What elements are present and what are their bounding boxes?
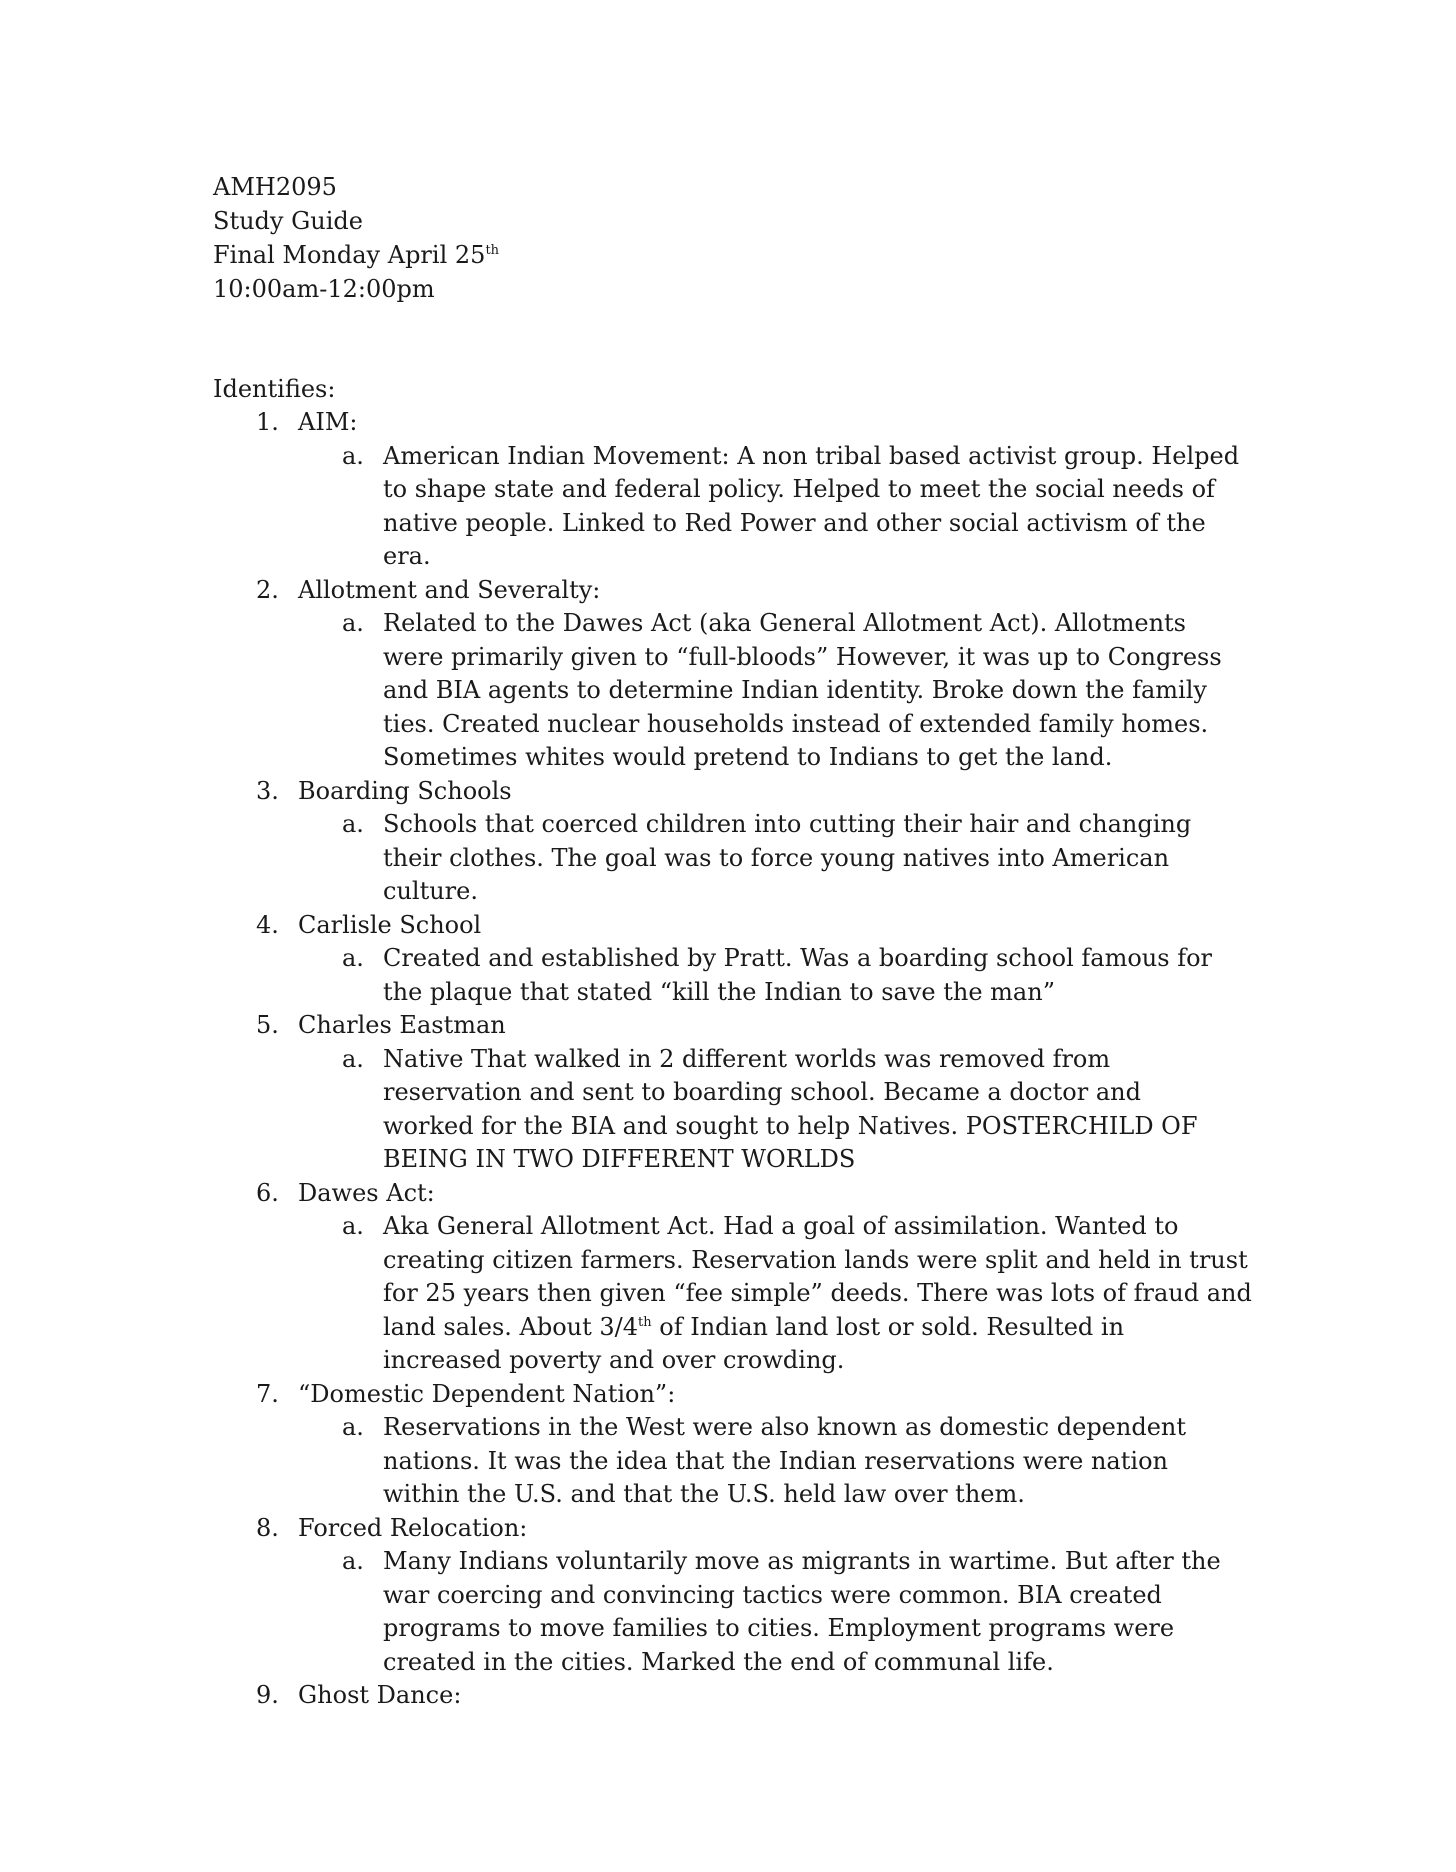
list-item-heading [0, 909, 1456, 943]
sub-item-line: ties. Created nuclear households instead of extended family homes. [383, 709, 1209, 738]
list-item-number: 3. [256, 776, 279, 805]
list-item-heading [0, 1679, 1456, 1713]
sub-item-line: programs to move families to cities. Employment programs were [383, 1614, 1175, 1642]
list-item-number: 1. [256, 408, 279, 436]
list-item-heading [0, 1177, 1456, 1211]
sub-item-line: nations. It was the idea that the Indian reservations were nation [383, 1446, 1168, 1475]
sub-item-letter: a. [342, 441, 364, 470]
sub-item [0, 808, 1456, 909]
sub-item-line: Created and established by Pratt. Was a boarding school famous for [383, 944, 1213, 972]
sub-item [0, 1210, 1456, 1378]
sub-item-line: to shape state and federal policy. Helped to meet the social needs of [383, 475, 1215, 503]
list-item-heading [0, 775, 1456, 809]
list-item [0, 1177, 1456, 1378]
exam-date [213, 238, 499, 272]
list-item-heading [0, 1512, 1456, 1546]
identifies-list [0, 406, 1456, 1713]
list-item-heading [0, 1378, 1456, 1412]
list-item-heading [0, 406, 1456, 440]
sub-item-letter: a. [342, 1413, 364, 1441]
sub-item-text [383, 1043, 1243, 1177]
sub-item-line: increased poverty and over crowding. [383, 1346, 845, 1374]
sub-item-letter: a. [342, 944, 364, 972]
sub-item-line: Schools that coerced children into cutting their hair and changing [383, 810, 1192, 838]
list-item [0, 574, 1456, 775]
sub-item-line: for 25 years then given “fee simple” deeds. There was lots of fraud and [383, 1279, 1252, 1307]
sub-item-line: war coercing and convincing tactics were common. BIA created [383, 1580, 1162, 1609]
section-heading: Identifies: [213, 375, 336, 403]
sub-item-text [383, 1545, 1243, 1679]
sub-item-letter: a. [342, 609, 364, 637]
list-item-heading [0, 1009, 1456, 1043]
sub-item-line: and BIA agents to determine Indian identity. Broke down the family [383, 676, 1207, 704]
list-item [0, 1679, 1456, 1713]
list-item-number: 7. [256, 1379, 279, 1408]
sub-item-line: BEING IN TWO DIFFERENT WORLDS [383, 1145, 856, 1173]
list-item-number: 4. [256, 910, 279, 939]
list-item-number: 2. [256, 575, 279, 604]
list-item-title: Boarding Schools [298, 776, 512, 805]
list-item-title: Charles Eastman [298, 1011, 506, 1039]
sub-item-letter: a. [342, 810, 364, 838]
list-item [0, 1009, 1456, 1177]
sub-item-letter: a. [342, 1547, 364, 1575]
list-item [0, 775, 1456, 909]
ordinal-suffix: th [638, 1314, 652, 1330]
list-item-title: Forced Relocation: [298, 1513, 528, 1542]
list-item-title: Dawes Act: [298, 1178, 435, 1207]
list-item-title: AIM: [298, 408, 358, 436]
exam-time: 10:00am-12:00pm [213, 275, 435, 303]
list-item [0, 909, 1456, 1010]
list-item [0, 406, 1456, 574]
sub-item-line: Related to the Dawes Act (aka General Allotment Act). Allotments [383, 609, 1186, 637]
sub-item-line: Sometimes whites would pretend to Indians to get the land. [383, 743, 1113, 771]
list-item-number: 8. [256, 1513, 279, 1542]
list-item [0, 1512, 1456, 1680]
sub-item-letter: a. [342, 1212, 364, 1240]
sub-item [0, 1043, 1456, 1177]
sub-item-line: worked for the BIA and sought to help Natives. POSTERCHILD OF [383, 1111, 1198, 1140]
sub-item-line: the plaque that stated “kill the Indian to save the man” [383, 977, 1055, 1006]
sub-item-line: culture. [383, 877, 478, 905]
list-item-heading [0, 574, 1456, 608]
sub-item [0, 942, 1456, 1009]
sub-item-line: native people. Linked to Red Power and other social activism of the [383, 508, 1206, 537]
sub-item-line: Aka General Allotment Act. Had a goal of assimilation. Wanted to [383, 1212, 1179, 1240]
sub-item [0, 1545, 1456, 1679]
sub-item-line: were primarily given to “full-bloods” However, it was up to Congress [383, 642, 1222, 671]
sub-item-text [383, 808, 1243, 909]
sub-item [0, 607, 1456, 775]
document-header [213, 170, 499, 306]
list-item-title: Allotment and Severalty: [298, 575, 601, 604]
document-title: Study Guide [213, 207, 363, 235]
exam-date-text: Final Monday April 25 [213, 241, 486, 269]
list-item-title: Carlisle School [298, 910, 482, 939]
list-item-title: “Domestic Dependent Nation”: [298, 1379, 676, 1408]
sub-item-line: reservation and sent to boarding school. Became a doctor and [383, 1078, 1141, 1106]
course-code: AMH2095 [213, 173, 337, 201]
sub-item-line: land sales. About 3/4th of Indian land lost or sold. Resulted in [383, 1312, 1125, 1341]
list-item-number: 9. [256, 1681, 279, 1709]
sub-item-text [383, 607, 1243, 775]
list-item-number: 6. [256, 1178, 279, 1207]
sub-item [0, 440, 1456, 574]
list-item [0, 1378, 1456, 1512]
sub-item-line: their clothes. The goal was to force young natives into American [383, 843, 1170, 872]
sub-item-line: Reservations in the West were also known as domestic dependent [383, 1413, 1187, 1441]
sub-item [0, 1411, 1456, 1512]
sub-item-text [383, 942, 1243, 1009]
sub-item-letter: a. [342, 1044, 364, 1073]
list-item-title: Ghost Dance: [298, 1681, 462, 1709]
sub-item-line: within the U.S. and that the U.S. held law over them. [383, 1480, 1025, 1508]
sub-item-line: American Indian Movement: A non tribal based activist group. Helped [383, 441, 1240, 470]
sub-item-text [383, 1411, 1243, 1512]
sub-item-line: Many Indians voluntarily move as migrants in wartime. But after the [383, 1547, 1221, 1575]
list-item-number: 5. [256, 1011, 279, 1039]
sub-item-line: creating citizen farmers. Reservation lands were split and held in trust [383, 1245, 1248, 1274]
sub-item-text [383, 1210, 1252, 1378]
sub-item-text [383, 440, 1243, 574]
sub-item-line: era. [383, 542, 431, 570]
sub-item-line: created in the cities. Marked the end of communal life. [383, 1647, 1054, 1676]
exam-date-ordinal: th [485, 243, 500, 258]
sub-item-line: Native That walked in 2 different worlds was removed from [383, 1044, 1111, 1073]
